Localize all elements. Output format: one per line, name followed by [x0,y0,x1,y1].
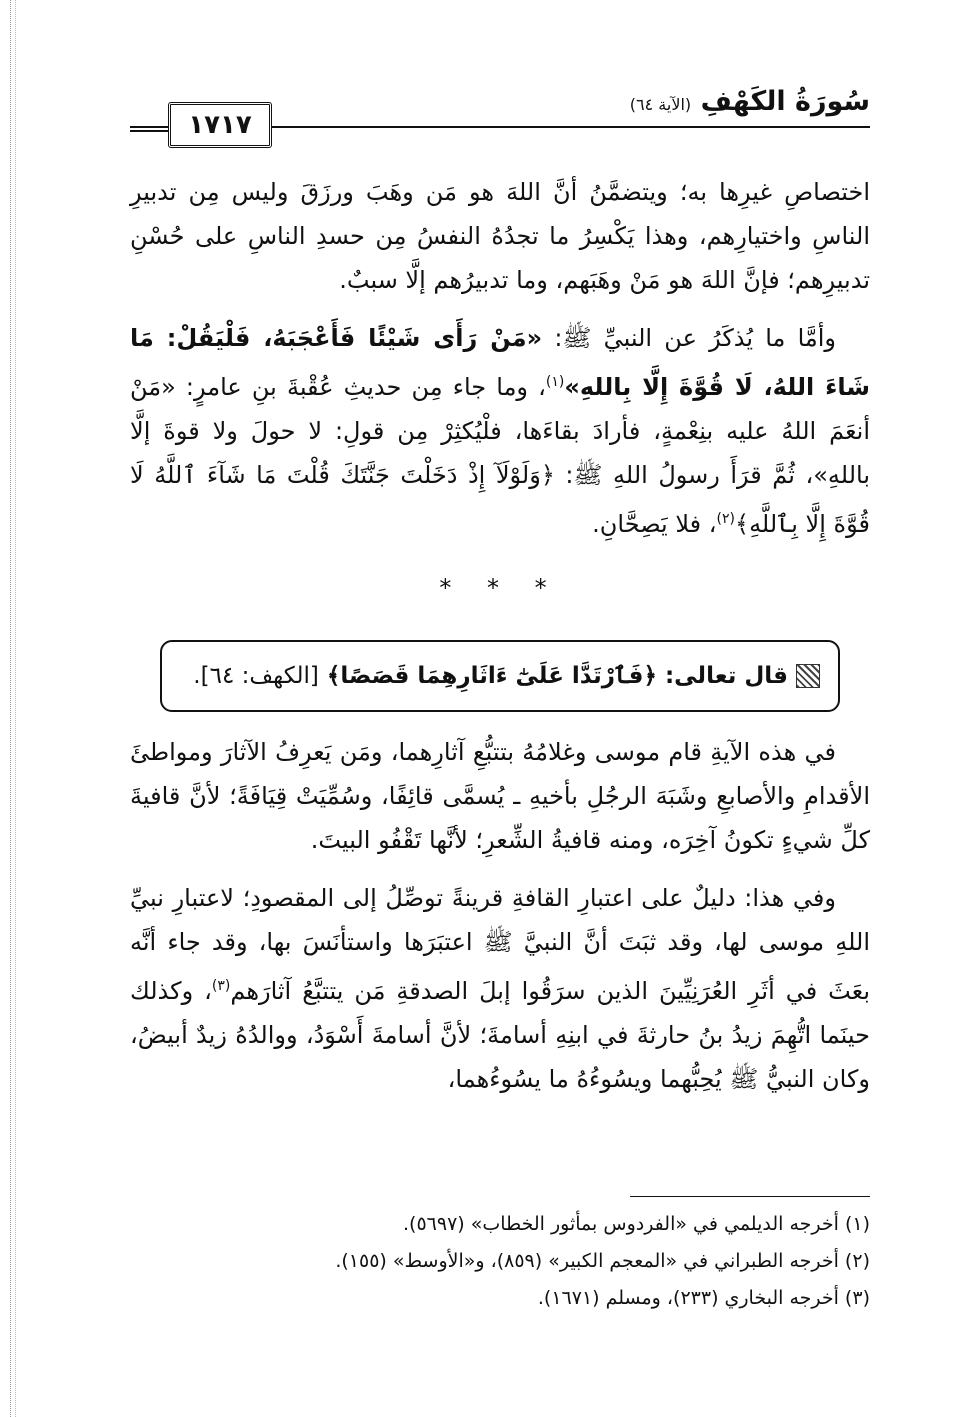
paragraph-2-end: ، فلا يَصِحَّانِ. [592,510,717,538]
main-text-bottom [130,730,870,1115]
verse-box [160,640,840,712]
paragraph-4-end: ، وكذلك حينَما اتُّهِمَ زيدُ بنُ حارثةَ في ابنِهِ أسامةَ؛ لأنَّ أسامةَ أَسْوَدُ، ووالدُهُ زيدٌ أبيضُ، وكان النبيُّ ﷺ يُحِبُّهما ويسُوءُهُ ما يسُوءُهما، [130,977,870,1093]
footnote-ref-2[interactable]: (٢) [716,511,735,527]
page-edge-inner [14,0,16,1417]
paragraph-2-body: ، وما جاء مِن حديثِ عُقْبةَ بنِ عامرٍ: «مَنْ أنعَمَ اللهُ عليه بنِعْمةٍ، فأرادَ بقاءَها، فلْيُكثِرْ مِن قولِ: لا حولَ ولا قوةَ إلَّا باللهِ»، ثُمَّ قرَأَ رسولُ اللهِ ﷺ: [130,373,870,489]
verse-box-label: قال تعالى: [664,663,788,689]
footnote-2: (٢) أخرجه الطبراني في «المعجم الكبير» (٨٥٩)، و«الأوسط» (١٥٥). [335,1250,870,1272]
ornament-icon [796,664,820,688]
footnote-ref-1[interactable]: (١) [545,374,565,390]
hadith-quote: «مَنْ رَأَى شَيْئًا فَأَعْجَبَهُ، فَلْيَقُلْ: مَا شَاءَ اللهُ، لَا قُوَّةَ إِلَّا بِاللهِ» [130,324,870,401]
quran-verse-inline: ﴿وَلَوْلَآ إِذْ دَخَلْتَ جَنَّتَكَ قُلْتَ مَا شَآءَ ٱللَّهُ لَا قُوَّةَ إِلَّا بِٱللَّهِ﴾ [130,461,870,538]
page-header [130,86,870,152]
paragraph-2 [130,316,870,546]
paragraph-3: في هذه الآيةِ قام موسى وغلامُهُ بتتبُّعِ آثارِهما، ومَن يَعرِفُ الآثارَ ومواطئَ الأقدامِ والأصابعِ وشَبَهَ الرجُلِ بأخيهِ ـ يُسمَّى قائِفًا، وسُمِّيَتْ قِيَافَةً؛ لأنَّ قافيةَ كلِّ شيءٍ تكونُ آخِرَه، ومنه قافيةُ الشِّعرِ؛ لأنَّها تَقْفُو البيتَ. [130,738,870,854]
surah-title: سُورَةُ الكَهْفِ [700,86,870,117]
paragraph-4 [130,876,870,1101]
paragraph-1: اختصاصِ غيرِها به؛ ويتضمَّنُ أنَّ اللهَ هو مَن وهَبَ ورزَقَ وليس مِن تدبيرِ الناسِ واختيارِهم، وهذا يَكْسِرُ ما تجدُهُ النفسُ مِن حسدِ الناسِ على حُسْنِ تدبيرِهم؛ فإنَّ اللهَ هو مَنْ وهَبَهم، وما تدبيرُهم إلَّا سببٌ. [130,178,870,294]
page-number-box [168,102,272,148]
footnote-1: (١) أخرجه الديلمي في «الفردوس بمأثور الخطاب» (٥٦٩٧). [403,1213,870,1235]
page-number: ١٧١٧ [188,110,252,140]
verse-reference: (الآية ٦٤) [629,95,692,114]
verse-box-citation: [الكهف: ٦٤]. [193,663,319,689]
footnote-ref-3[interactable]: (٣) [211,978,231,994]
footnote-rule [630,1196,870,1197]
surah-title-block [622,86,870,117]
paragraph-4-body: وفي هذا: دليلٌ على اعتبارِ القافةِ قرينةً توصِّلُ إلى المقصودِ؛ لاعتبارِ نبيِّ اللهِ موسى لها، وقد ثبَتَ أنَّ النبيَّ ﷺ اعتبَرَها واستأنَسَ بها، وقد جاء أنَّه بعَثَ في أثَرِ العُرَنِيِّينَ الذين سرَقُوا إبلَ الصدقةِ مَن يتتبَّعُ آثارَهم [130,884,870,1005]
footnote-3: (٣) أخرجه البخاري (٢٣٣)، ومسلم (١٦٧١). [537,1287,870,1309]
main-text-top [130,170,870,560]
section-separator: * * * [439,574,561,602]
page-edge [0,0,11,1417]
paragraph-2-intro: وأمَّا ما يُذكَرُ عن النبيِّ ﷺ: [542,324,837,352]
footnotes [130,1206,870,1317]
verse-box-ayah: ﴿فَٱرْتَدَّا عَلَىٰٓ ءَاثَارِهِمَا قَصَصًا﴾ [326,663,657,689]
